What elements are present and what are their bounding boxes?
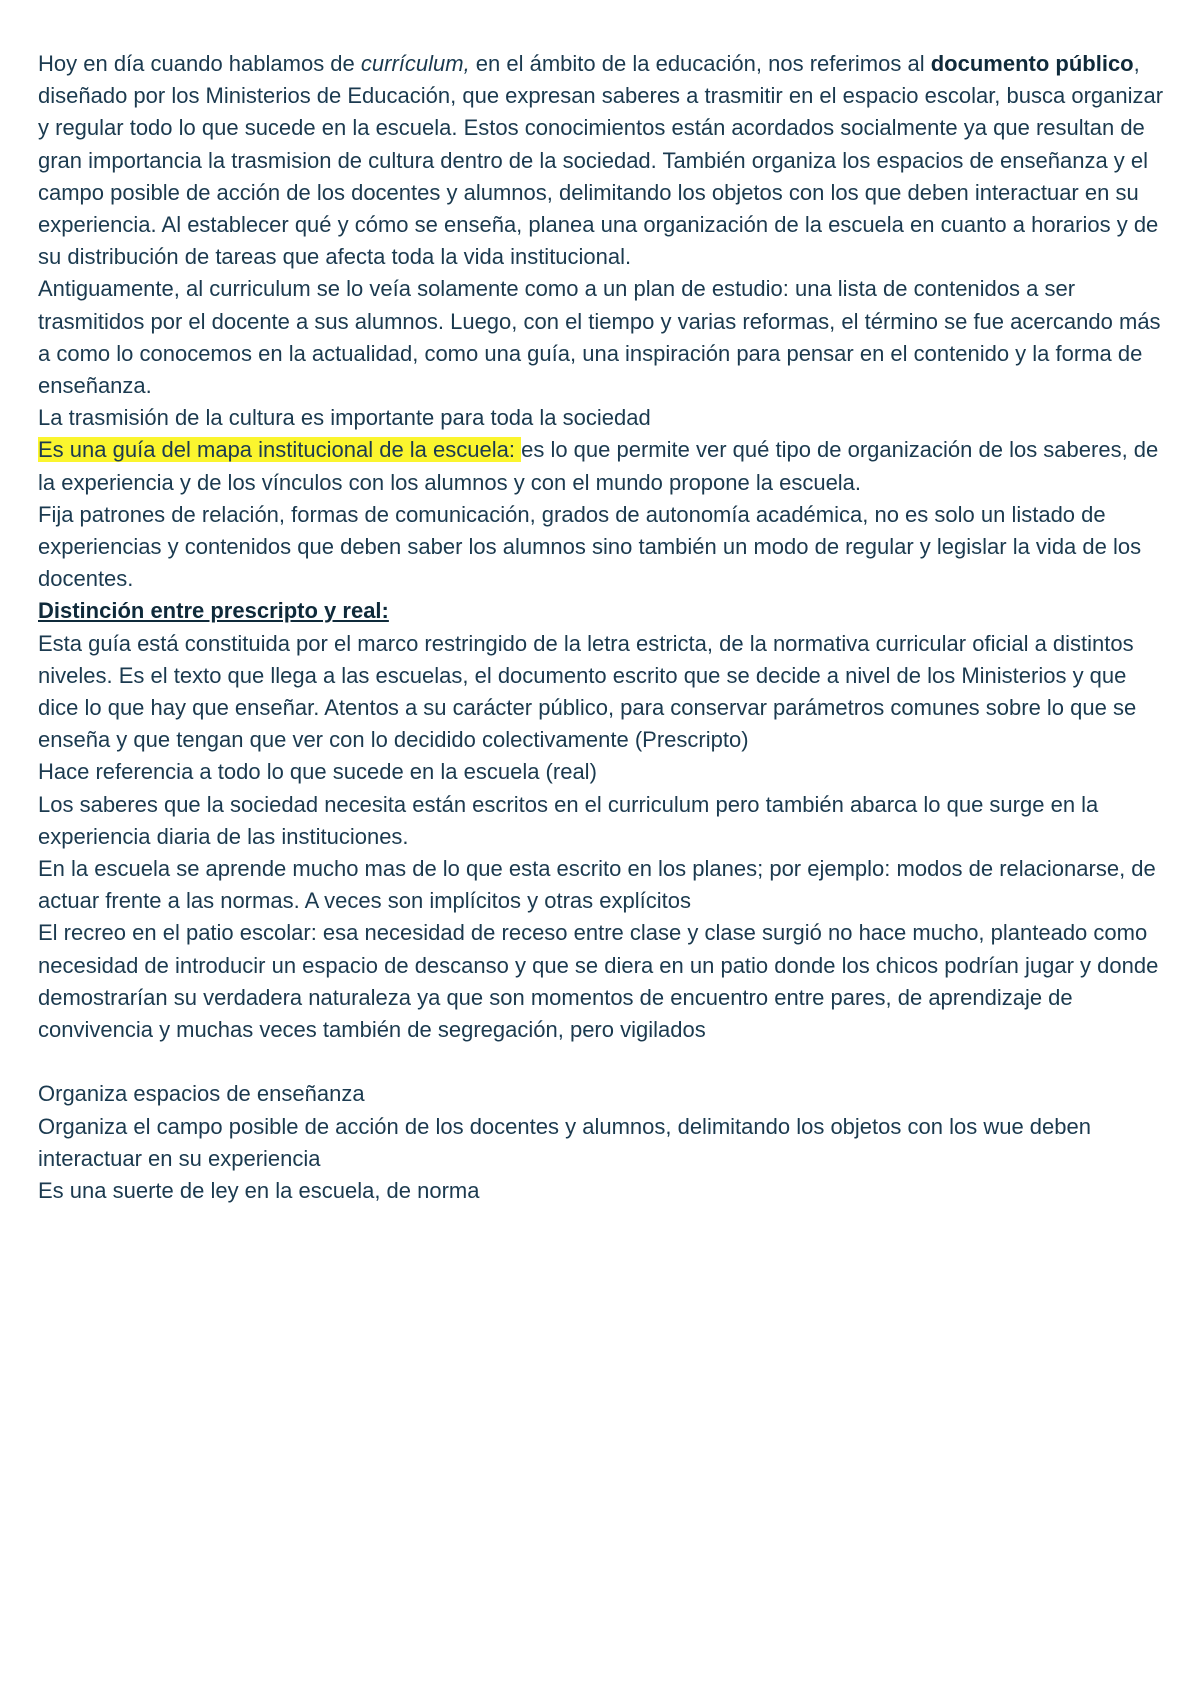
paragraph-ley: Es una suerte de ley en la escuela, de norma [38, 1178, 480, 1204]
paragraph-real: Hace referencia a todo lo que sucede en la escuela (real) [38, 759, 597, 785]
paragraph-trasmision: La trasmisión de la cultura es importante para toda la sociedad [38, 405, 651, 431]
paragraph-recreo: El recreo en el patio escolar: esa necesidad de receso entre clase y clase surgió no hace mucho, planteado como necesidad de introducir un espacio de descanso y que se diera en un patio donde los chicos podrían jugar y donde demostrarían su verdadera naturaleza ya que son momentos de encuentro entre pares, de aprendizaje de convivencia y muchas veces también de segregación, pero vigilados [38, 920, 1159, 1043]
paragraph-intro-text-b: en el ámbito de la educación, nos referimos al [469, 51, 931, 76]
curriculum-italic: currículum, [360, 51, 470, 76]
blank-line [38, 1046, 1168, 1078]
document-page [38, 48, 1168, 1207]
paragraph-organiza-espacios: Organiza espacios de enseñanza [38, 1081, 365, 1107]
paragraph-intro-text-a: Hoy en día cuando hablamos de [38, 51, 361, 76]
paragraph-prescripto: Esta guía está constituida por el marco restringido de la letra estricta, de la normativa curricular oficial a distintos niveles. Es el texto que llega a las escuelas, el documento escrito que se decide a nivel de los Ministerios y que dice lo que hay que enseñar. Atentos a su carácter público, para conservar parámetros comunes sobre lo que se enseña y que tengan que ver con lo decidido colectivamente (Prescripto) [38, 630, 1137, 753]
paragraph-fija-patrones: Fija patrones de relación, formas de comunicación, grados de autonomía académica, no es solo un listado de experiencias y contenidos que deben saber los alumnos sino también un modo de regular y legislar la vida de los docentes. [38, 501, 1142, 592]
paragraph-guia-mapa [38, 434, 1168, 498]
highlighted-text: Es una guía del mapa institucional de la escuela: [38, 437, 522, 463]
paragraph-guia-mapa-rest: es lo que permite ver qué tipo de organización de los saberes, de la experiencia y de los vínculos con los alumnos y con el mundo propone la escuela. [38, 437, 1159, 495]
paragraph-organiza-campo: Organiza el campo posible de acción de los docentes y alumnos, delimitando los objetos con los wue deben interactuar en su experiencia [38, 1113, 1091, 1171]
paragraph-intro-text-c: , diseñado por los Ministerios de Educación, que expresan saberes a trasmitir en el espacio escolar, busca organizar y regular todo lo que sucede en la escuela. Estos conocimientos están acordados socialmente ya que resultan de gran importancia la trasmision de cultura dentro de la sociedad. También organiza los espacios de enseñanza y el campo posible de acción de los docentes y alumnos, delimitando los objetos con los que deben interactuar en su experiencia. Al establecer qué y cómo se enseña, planea una organización de la escuela en cuanto a horarios y de su distribución de tareas que afecta toda la vida institucional. [38, 51, 1164, 270]
paragraph-intro [38, 48, 1168, 273]
paragraph-saberes: Los saberes que la sociedad necesita están escritos en el curriculum pero también abarca lo que surge en la experiencia diaria de las instituciones. [38, 791, 1099, 849]
documento-publico-bold: documento público [930, 51, 1134, 76]
section-heading: Distinción entre prescripto y real: [38, 598, 389, 624]
paragraph-aprende: En la escuela se aprende mucho mas de lo que esta escrito en los planes; por ejemplo: modos de relacionarse, de actuar frente a las normas. A veces son implícitos y otras explícitos [38, 856, 1156, 914]
paragraph-antiguamente: Antiguamente, al curriculum se lo veía solamente como a un plan de estudio: una lista de contenidos a ser trasmitidos por el docente a sus alumnos. Luego, con el tiempo y varias reformas, el término se fue acercando más a como lo conocemos en la actualidad, como una guía, una inspiración para pensar en el contenido y la forma de enseñanza. [38, 276, 1161, 399]
